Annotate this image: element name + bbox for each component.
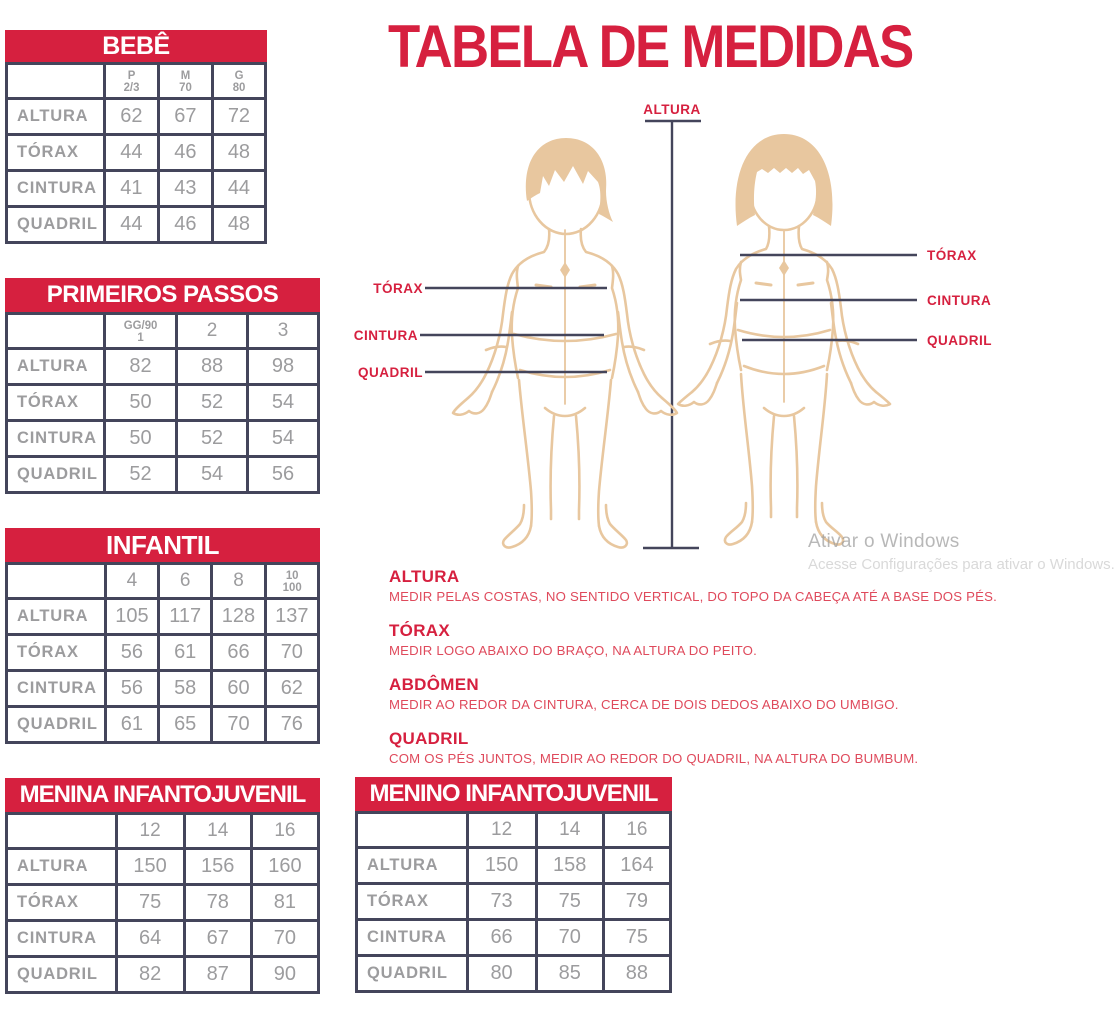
col-header: M 70: [158, 64, 212, 99]
altura-label: ALTURA: [643, 102, 701, 117]
table-row: [7, 564, 319, 599]
cell-value: 90: [251, 957, 318, 993]
cell-value: 52: [177, 385, 248, 421]
cell-value: 54: [248, 385, 319, 421]
row-label: TÓRAX: [7, 885, 117, 921]
cell-value: 75: [603, 920, 670, 956]
col-header: 2: [177, 314, 248, 349]
cell-value: 156: [184, 849, 251, 885]
desc-quadril: [389, 731, 1029, 766]
cell-value: 56: [105, 635, 158, 671]
boy-figure: [453, 138, 677, 548]
cell-value: 87: [184, 957, 251, 993]
desc-abdomen: [389, 677, 1029, 712]
table-row: [7, 921, 319, 957]
row-label: CINTURA: [7, 921, 117, 957]
col-header: 12: [467, 813, 536, 848]
row-label: TÓRAX: [7, 385, 105, 421]
desc-term: TÓRAX: [389, 621, 450, 640]
col-header: 14: [536, 813, 603, 848]
cell-value: 78: [184, 885, 251, 921]
col-header: 16: [603, 813, 670, 848]
cell-value: 48: [212, 135, 265, 171]
table-primeiros-passos: [5, 278, 320, 494]
cell-value: 164: [603, 848, 670, 884]
desc-text: MEDIR LOGO ABAIXO DO BRAÇO, NA ALTURA DO PEITO.: [389, 643, 757, 658]
cintura-label-right: CINTURA: [927, 293, 992, 308]
corner-cell: [7, 314, 105, 349]
cell-value: 81: [251, 885, 318, 921]
row-label: QUADRIL: [7, 707, 106, 743]
cintura-label-left: CINTURA: [353, 328, 418, 343]
corner-cell: [7, 64, 105, 99]
cell-value: 70: [265, 635, 318, 671]
cell-value: 50: [104, 421, 176, 457]
col-header: 8: [212, 564, 265, 599]
cell-value: 64: [116, 921, 184, 957]
table-row: [357, 920, 671, 956]
height-line: [643, 121, 701, 548]
torax-label-right: TÓRAX: [927, 248, 977, 263]
table-row: [7, 135, 266, 171]
col-header: P 2/3: [104, 64, 158, 99]
cell-value: 82: [116, 957, 184, 993]
table-row: [357, 884, 671, 920]
desc-text: COM OS PÉS JUNTOS, MEDIR AO REDOR DO QUADRIL, NA ALTURA DO BUMBUM.: [389, 751, 919, 766]
table-row: [7, 635, 319, 671]
cell-value: 82: [104, 349, 176, 385]
cell-value: 44: [104, 207, 158, 243]
cell-value: 75: [116, 885, 184, 921]
table-infantil: [5, 528, 320, 744]
cell-value: 44: [104, 135, 158, 171]
table-primeiros-passos-title: PRIMEIROS PASSOS: [5, 278, 320, 312]
table-row: [7, 814, 319, 849]
table-row: [357, 848, 671, 884]
table-menino-title: MENINO INFANTOJUVENIL: [355, 777, 672, 811]
cell-value: 76: [265, 707, 318, 743]
table-row: [7, 599, 319, 635]
table-bebe-title: BEBÊ: [5, 30, 267, 62]
table-row: [7, 707, 319, 743]
quadril-label-left: QUADRIL: [358, 365, 423, 380]
row-label: ALTURA: [7, 99, 105, 135]
table-bebe-grid: [5, 62, 267, 244]
table-row: [7, 314, 319, 349]
cell-value: 46: [158, 207, 212, 243]
cell-value: 75: [536, 884, 603, 920]
page-title: TABELA DE MEDIDAS: [388, 13, 913, 80]
corner-cell: [7, 814, 117, 849]
row-label: TÓRAX: [7, 135, 105, 171]
cell-value: 52: [177, 421, 248, 457]
table-bebe: [5, 30, 267, 244]
col-header: 6: [159, 564, 212, 599]
table-row: [7, 64, 266, 99]
table-infantil-title: INFANTIL: [5, 528, 320, 562]
row-label: QUADRIL: [7, 207, 105, 243]
cell-value: 43: [158, 171, 212, 207]
row-label: CINTURA: [7, 671, 106, 707]
corner-cell: [357, 813, 468, 848]
measurement-descriptions: [389, 569, 1029, 785]
col-header: 4: [105, 564, 158, 599]
cell-value: 66: [212, 635, 265, 671]
table-row: [7, 457, 319, 493]
cell-value: 46: [158, 135, 212, 171]
table-row: [7, 849, 319, 885]
quadril-label-right: QUADRIL: [927, 333, 992, 348]
cell-value: 50: [104, 385, 176, 421]
cell-value: 62: [104, 99, 158, 135]
cell-value: 54: [248, 421, 319, 457]
cell-value: 98: [248, 349, 319, 385]
cell-value: 67: [158, 99, 212, 135]
table-row: [7, 207, 266, 243]
table-menina-grid: [5, 812, 320, 994]
table-row: [357, 956, 671, 992]
table-row: [7, 421, 319, 457]
desc-text: MEDIR AO REDOR DA CINTURA, CERCA DE DOIS DEDOS ABAIXO DO UMBIGO.: [389, 697, 899, 712]
cell-value: 72: [212, 99, 265, 135]
desc-term: QUADRIL: [389, 729, 469, 748]
cell-value: 58: [159, 671, 212, 707]
col-header: GG/90 1: [104, 314, 176, 349]
col-header: 16: [251, 814, 318, 849]
row-label: QUADRIL: [7, 457, 105, 493]
row-label: TÓRAX: [7, 635, 106, 671]
row-label: CINTURA: [357, 920, 468, 956]
measurement-diagram: [353, 98, 1020, 568]
row-label: ALTURA: [357, 848, 468, 884]
watermark-line2: Acesse Configurações para ativar o Windows.: [808, 556, 1115, 573]
watermark-line1: Ativar o Windows: [808, 531, 960, 552]
desc-torax: [389, 623, 1029, 658]
row-label: TÓRAX: [357, 884, 468, 920]
row-label: ALTURA: [7, 349, 105, 385]
cell-value: 79: [603, 884, 670, 920]
desc-text: MEDIR PELAS COSTAS, NO SENTIDO VERTICAL, DO TOPO DA CABEÇA ATÉ A BASE DOS PÉS.: [389, 589, 997, 604]
cell-value: 137: [265, 599, 318, 635]
table-menina-title: MENINA INFANTOJUVENIL: [5, 778, 320, 812]
row-label: CINTURA: [7, 171, 105, 207]
cell-value: 88: [603, 956, 670, 992]
col-header: 14: [184, 814, 251, 849]
cell-value: 150: [467, 848, 536, 884]
cell-value: 88: [177, 349, 248, 385]
table-menino-grid: [355, 811, 672, 993]
table-row: [7, 671, 319, 707]
table-row: [7, 957, 319, 993]
table-row: [7, 385, 319, 421]
cell-value: 105: [105, 599, 158, 635]
cell-value: 70: [536, 920, 603, 956]
cell-value: 150: [116, 849, 184, 885]
cell-value: 80: [467, 956, 536, 992]
cell-value: 158: [536, 848, 603, 884]
desc-term: ALTURA: [389, 567, 460, 586]
cell-value: 128: [212, 599, 265, 635]
table-row: [7, 171, 266, 207]
cell-value: 52: [104, 457, 176, 493]
cell-value: 44: [212, 171, 265, 207]
row-label: ALTURA: [7, 849, 117, 885]
cell-value: 56: [248, 457, 319, 493]
torax-label-left: TÓRAX: [373, 281, 423, 296]
cell-value: 65: [159, 707, 212, 743]
col-header: 10 100: [265, 564, 318, 599]
row-label: QUADRIL: [357, 956, 468, 992]
cell-value: 54: [177, 457, 248, 493]
row-label: CINTURA: [7, 421, 105, 457]
table-row: [7, 885, 319, 921]
cell-value: 70: [212, 707, 265, 743]
row-label: QUADRIL: [7, 957, 117, 993]
desc-altura: [389, 569, 1029, 604]
cell-value: 60: [212, 671, 265, 707]
cell-value: 85: [536, 956, 603, 992]
cell-value: 67: [184, 921, 251, 957]
corner-cell: [7, 564, 106, 599]
table-primeiros-passos-grid: [5, 312, 320, 494]
cell-value: 73: [467, 884, 536, 920]
cell-value: 48: [212, 207, 265, 243]
cell-value: 41: [104, 171, 158, 207]
table-menina-infantojuvenil: [5, 778, 320, 994]
desc-term: ABDÔMEN: [389, 675, 479, 694]
cell-value: 61: [105, 707, 158, 743]
row-label: ALTURA: [7, 599, 106, 635]
cell-value: 56: [105, 671, 158, 707]
table-menino-infantojuvenil: [355, 777, 672, 993]
table-row: [7, 349, 319, 385]
col-header: G 80: [212, 64, 265, 99]
table-infantil-grid: [5, 562, 320, 744]
cell-value: 70: [251, 921, 318, 957]
cell-value: 160: [251, 849, 318, 885]
cell-value: 61: [159, 635, 212, 671]
table-row: [357, 813, 671, 848]
cell-value: 62: [265, 671, 318, 707]
windows-activation-watermark: [808, 531, 1115, 573]
cell-value: 66: [467, 920, 536, 956]
cell-value: 117: [159, 599, 212, 635]
col-header: 3: [248, 314, 319, 349]
table-row: [7, 99, 266, 135]
col-header: 12: [116, 814, 184, 849]
